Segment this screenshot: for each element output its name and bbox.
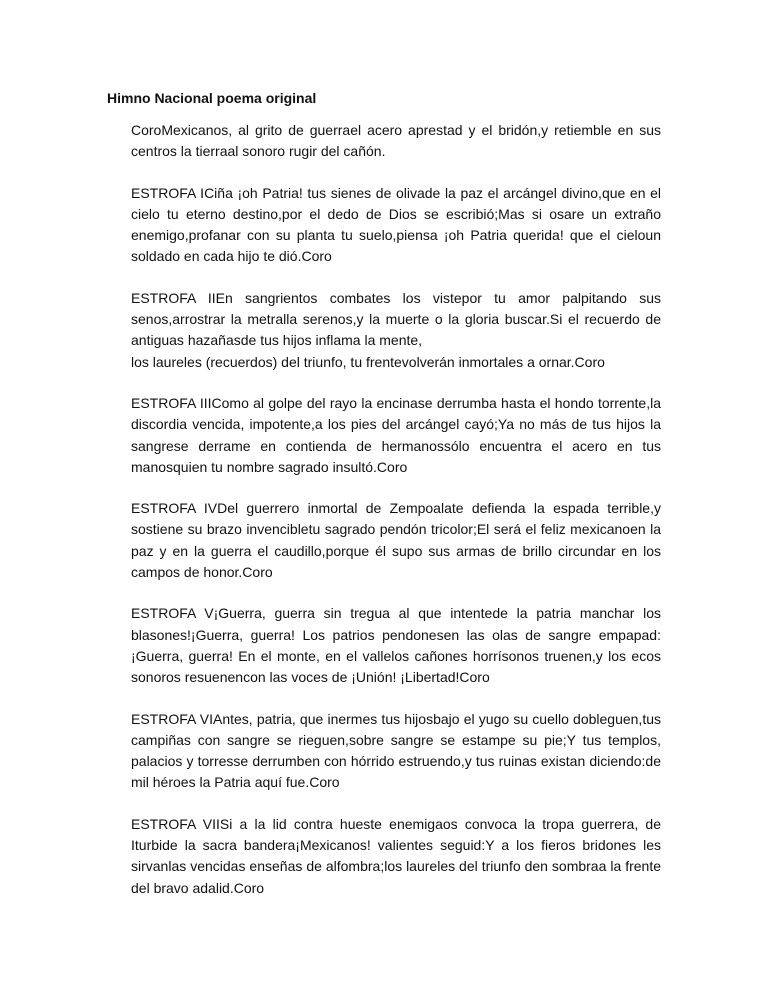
paragraph-line: ESTROFA IIIComo al golpe del rayo la encinase derrumba hasta el hondo torrente,la discordia vencida, impotente,a los pies del arcángel cayó;Ya no más de tus hijos la sangrese derrame en contienda de hermanossólo encuentra el acero en tus manosquien tu nombre sagrado insultó.Coro: [131, 394, 661, 475]
paragraph-estrofa-2: [131, 288, 661, 373]
paragraph-estrofa-5: [131, 603, 661, 688]
paragraph-line: ESTROFA VIISi a la lid contra hueste enemigaos convoca la tropa guerrera, de Iturbide la sacra bandera¡Mexicanos! valientes seguid:Y a los fieros bridones les sirvanlas vencidas enseñas de alfombra;los laureles del triunfo den sombraa la frente del bravo adalid.Coro: [131, 815, 661, 896]
document-title: Himno Nacional poema original: [107, 90, 317, 106]
poem-body: [131, 120, 661, 899]
paragraph-line: ESTROFA ICiña ¡oh Patria! tus sienes de olivade la paz el arcángel divino,que en el cielo tu eterno destino,por el dedo de Dios se escribió;Mas si osare un extraño enemigo,profanar con su planta tu suelo,piensa ¡oh Patria querida! que el cieloun soldado en cada hijo te dió.Coro: [131, 184, 661, 265]
paragraph-line: ESTROFA IIEn sangrientos combates los vistepor tu amor palpitando sus senos,arrostrar la metralla serenos,y la muerte o la gloria buscar.Si el recuerdo de antiguas hazañasde tus hijos inflama la mente,: [131, 289, 661, 349]
paragraph-estrofa-3: [131, 393, 661, 478]
paragraph-line: CoroMexicanos, al grito de guerrael acero aprestad y el bridón,y retiemble en sus centros la tierraal sonoro rugir del cañón.: [131, 122, 661, 160]
paragraph-line: ESTROFA IVDel guerrero inmortal de Zempoalate defienda la espada terrible,y sostiene su brazo invencibletu sagrado pendón tricolor;El será el feliz mexicanoen la paz y en la guerra el caudillo,porque él supo sus armas de brillo circundar en los campos de honor.Coro: [131, 500, 661, 581]
paragraph-coro: [131, 120, 661, 163]
paragraph-estrofa-1: [131, 183, 661, 268]
paragraph-line: los laureles (recuerdos) del triunfo, tu frentevolverán inmortales a ornar.Coro: [131, 353, 605, 370]
paragraph-estrofa-6: [131, 709, 661, 794]
paragraph-estrofa-4: [131, 498, 661, 583]
paragraph-estrofa-7: [131, 814, 661, 899]
paragraph-line: ESTROFA VIAntes, patria, que inermes tus hijosbajo el yugo su cuello dobleguen,tus campiñas con sangre se rieguen,sobre sangre se estampe su pie;Y tus templos, palacios y torresse derrumben con hórrido estruendo,y tus ruinas existan diciendo:de mil héroes la Patria aquí fue.Coro: [131, 710, 661, 791]
paragraph-line: ESTROFA V¡Guerra, guerra sin tregua al que intentede la patria manchar los blasones!¡Guerra, guerra! Los patrios pendonesen las olas de sangre empapad:¡Guerra, guerra! En el monte, en el vallelos cañones horrísonos truenen,y los ecos sonoros resuenencon las voces de ¡Unión! ¡Libertad!Coro: [131, 605, 661, 686]
